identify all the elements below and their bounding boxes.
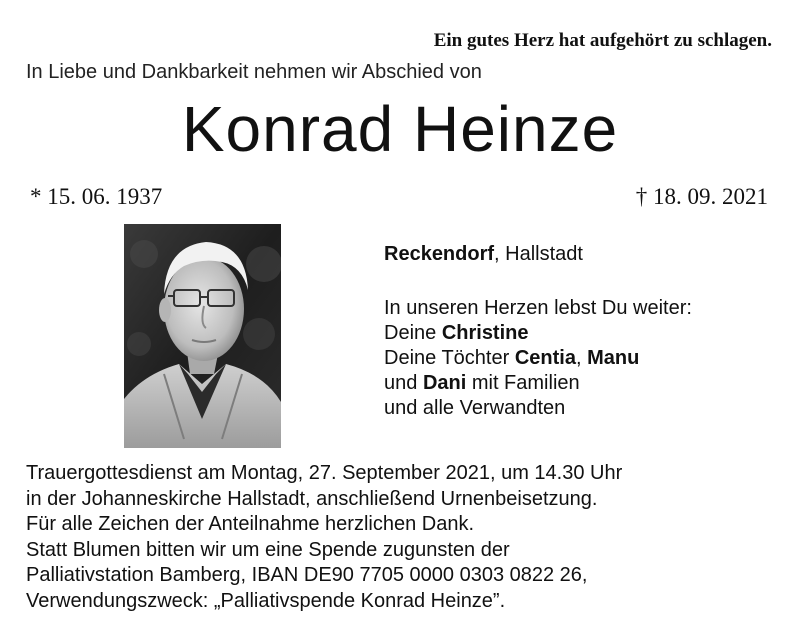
motto: Ein gutes Herz hat aufgehört zu schlagen. bbox=[433, 30, 772, 51]
mourner-line-3-suffix: mit Familien bbox=[466, 372, 580, 394]
mourner-name-christine: Christine bbox=[441, 322, 529, 344]
mourner-line-2-separator: , bbox=[575, 347, 588, 369]
family-block bbox=[384, 242, 692, 421]
birth-date: * 15. 06. 1937 bbox=[30, 184, 163, 209]
mourner-line-4: und alle Verwandten bbox=[384, 397, 566, 419]
mourner-line-2-prefix: Deine Töchter bbox=[384, 347, 515, 369]
mourner-name-centia: Centia bbox=[514, 347, 576, 369]
place-separator: , bbox=[494, 243, 506, 265]
service-line-1: Trauergottesdienst am Montag, 27. September 2021, um 14.30 Uhr bbox=[26, 462, 623, 484]
places-line bbox=[384, 242, 692, 267]
service-line-4: Statt Blumen bitten wir um eine Spende zugunsten der bbox=[26, 538, 510, 561]
mourner-name-dani: Dani bbox=[422, 372, 467, 394]
service-line-2: in der Johanneskirche Hallstadt, anschließend Urnenbeisetzung. bbox=[26, 487, 598, 510]
service-line-5: Palliativstation Bamberg, IBAN DE90 7705 0000 0303 0822 26, bbox=[26, 564, 588, 586]
place-primary: Reckendorf bbox=[384, 243, 495, 265]
death-date: † 18. 09. 2021 bbox=[635, 184, 768, 209]
intro-text: In Liebe und Dankbarkeit nehmen wir Abschied von bbox=[26, 61, 482, 83]
mourner-line-1-prefix: Deine bbox=[384, 322, 442, 344]
deceased-name: Konrad Heinze bbox=[181, 93, 619, 165]
service-info bbox=[26, 461, 622, 614]
mourner-line-3 bbox=[384, 371, 692, 396]
service-line-3: Für alle Zeichen der Anteilnahme herzlichen Dank. bbox=[26, 513, 475, 535]
place-secondary: Hallstadt bbox=[505, 243, 583, 265]
mourner-line-2 bbox=[384, 346, 692, 371]
portrait-photo-icon bbox=[124, 224, 281, 448]
mourner-line-3-prefix: und bbox=[384, 372, 423, 394]
service-line-6: Verwendungszweck: „Palliativspende Konrad Heinze”. bbox=[26, 589, 506, 612]
mourner-line-1 bbox=[384, 321, 692, 346]
mourners-intro: In unseren Herzen lebst Du weiter: bbox=[384, 297, 692, 319]
mourner-name-manu: Manu bbox=[587, 347, 640, 369]
portrait-photo bbox=[124, 224, 281, 448]
